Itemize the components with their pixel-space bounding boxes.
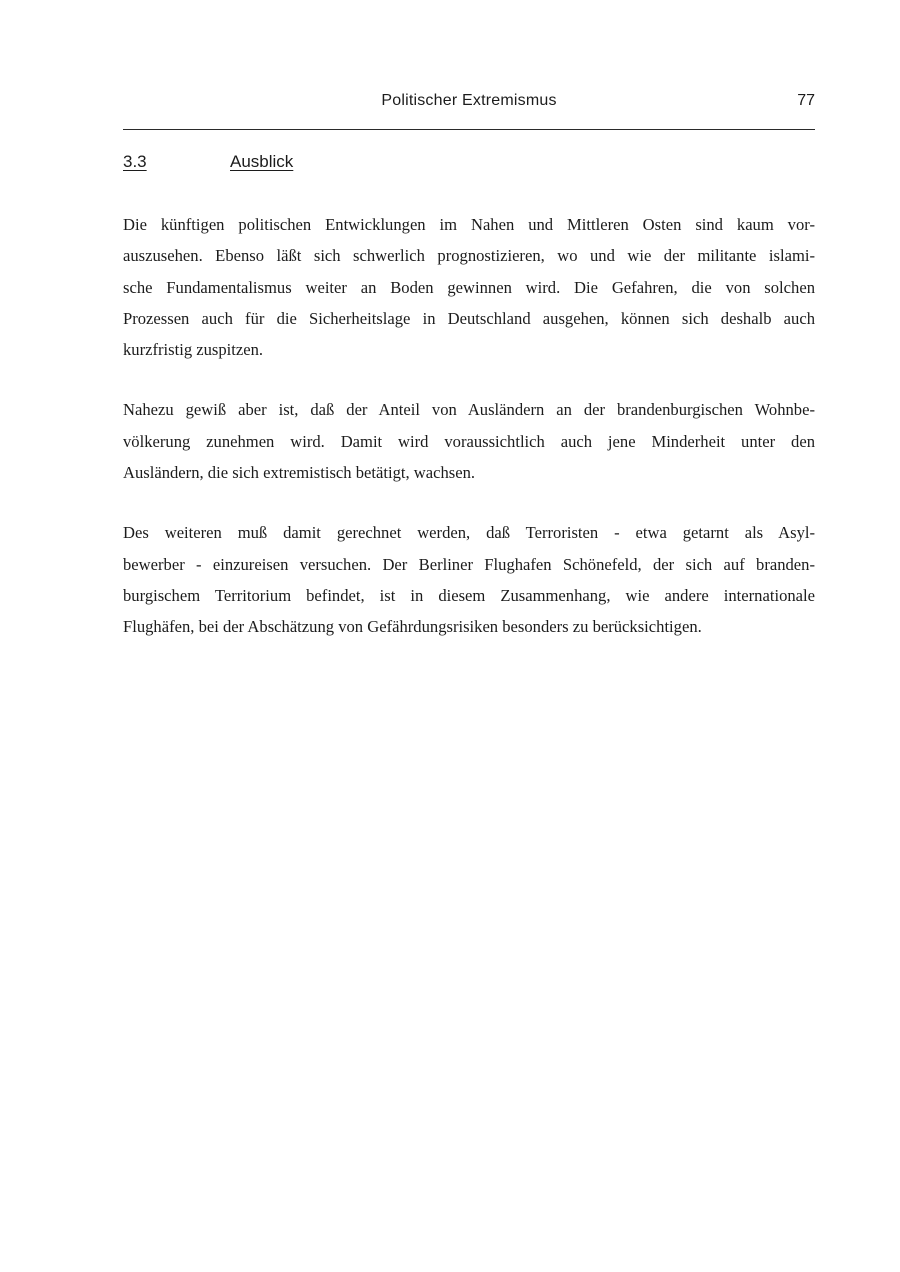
section-number: 3.3 — [123, 152, 147, 171]
paragraph-gap — [123, 488, 815, 517]
text-line: kurzfristig zuspitzen. — [123, 340, 264, 360]
text-line: sche Fundamentalismus weiter an Boden gewinnen wird. Die Gefahren, die von solchen — [123, 277, 815, 297]
page-number: 77 — [797, 92, 815, 109]
text-line: völkerung zunehmen wird. Damit wird voraussichtlich auch jene Minderheit unter den — [123, 431, 815, 451]
text-line: burgischem Territorium befindet, ist in diesem Zusammenhang, wie andere internationale — [123, 585, 815, 605]
text-line: Des weiteren muß damit gerechnet werden, daß Terroristen - etwa getarnt als Asyl- — [123, 523, 815, 543]
text-line: bewerber - einzureisen versuchen. Der Berliner Flughafen Schönefeld, der sich auf branden- — [123, 554, 815, 574]
body-text — [123, 209, 815, 643]
text-line: Prozessen auch für die Sicherheitslage in Deutschland ausgehen, können sich deshalb auch — [123, 308, 815, 328]
text-line: Ausländern, die sich extremistisch betätigt, wachsen. — [123, 463, 476, 483]
header-divider — [123, 129, 815, 130]
text-line: Nahezu gewiß aber ist, daß der Anteil von Ausländern an der brandenburgischen Wohnbe- — [123, 400, 815, 420]
text-line: auszusehen. Ebenso läßt sich schwerlich prognostizieren, wo und wie der militante islami- — [123, 246, 815, 266]
paragraph-terrorism-airport — [123, 517, 815, 642]
text-line: Die künftigen politischen Entwicklungen im Nahen und Mittleren Osten sind kaum vor- — [123, 215, 815, 234]
text-line: Flughäfen, bei der Abschätzung von Gefährdungsrisiken besonders zu berücksichtigen. — [123, 617, 702, 637]
paragraph-foreign-population — [123, 394, 815, 488]
running-title: Politischer Extremismus — [381, 92, 557, 109]
running-header — [123, 92, 815, 118]
paragraph-outlook-middle-east — [123, 209, 815, 365]
paragraph-gap — [123, 365, 815, 394]
section-title: Ausblick — [230, 152, 294, 171]
